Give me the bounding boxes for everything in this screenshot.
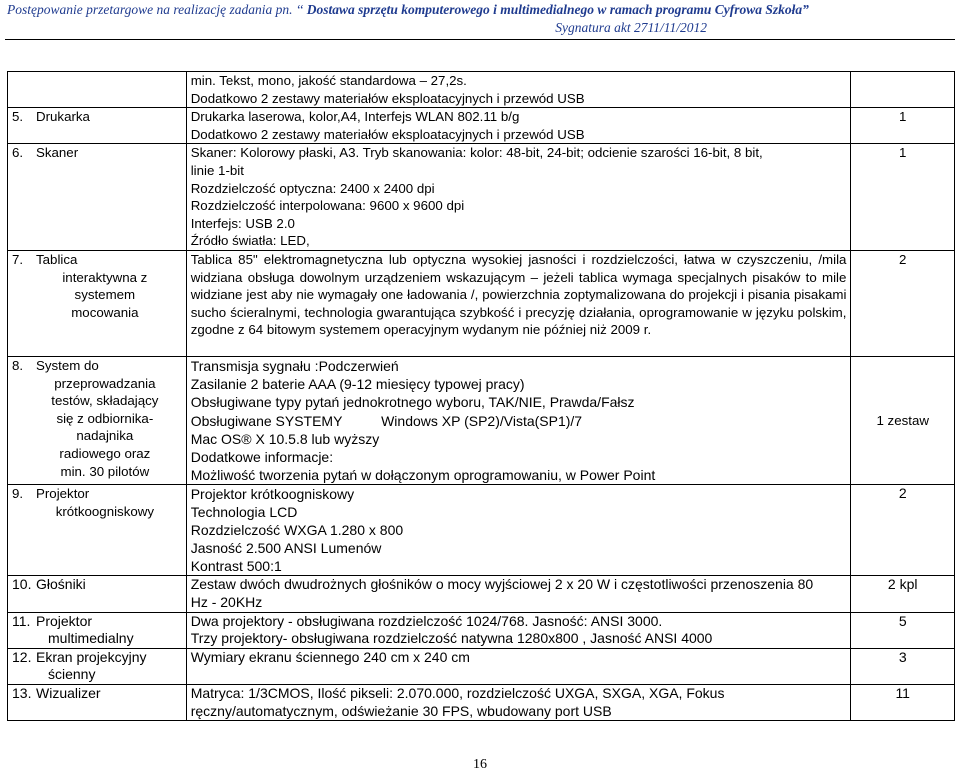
item-quantity: 1: [899, 145, 907, 161]
specification-table: [7, 71, 955, 721]
item-name-line: ścienny: [48, 666, 96, 683]
item-quantity: 5: [898, 612, 907, 629]
table-row: [8, 576, 955, 612]
item-qty-cell: [851, 612, 955, 648]
item-name: Skaner: [36, 145, 79, 161]
desc-line: Źródło światła: LED,: [190, 233, 310, 249]
item-name-line: przeprowadzania: [54, 375, 156, 391]
item-description-cell: [186, 356, 851, 484]
table-row: [8, 612, 955, 648]
table-row: [8, 108, 955, 144]
desc-line: Dodatkowe informacje:: [190, 448, 334, 465]
desc-line: Obsługiwane typy pytań jednokrotnego wyboru, TAK/NIE, Prawda/Fałsz: [190, 394, 635, 411]
desc-line: Dwa projektory - obsługiwana rozdzielczość 1024/768. Jasność: ANSI 3000.: [190, 612, 663, 629]
item-name-cell: [8, 612, 187, 648]
desc-line: Projektor krótkoogniskowy: [190, 486, 355, 503]
header-case-number: Sygnatura akt 2711/11/2012: [555, 20, 707, 35]
item-number: 7.: [12, 251, 24, 267]
desc-line: Interfejs: USB 2.0: [190, 215, 295, 231]
item-name: Drukarka: [36, 109, 90, 125]
item-description-cell: [186, 648, 851, 684]
desc-line: Zestaw dwóch dwudrożnych głośników o mocy wyjściowej 2 x 20 W i częstotliwości przenoszenia 80: [190, 576, 814, 593]
item-quantity: 2 kpl: [887, 576, 918, 593]
item-name-cell: [8, 250, 187, 356]
item-qty-cell: [851, 144, 955, 251]
item-description-cell: [186, 108, 851, 144]
item-qty-cell: [851, 356, 955, 484]
item-name-cell: [8, 648, 187, 684]
item-name-cell: [8, 144, 187, 251]
desc-line: Drukarka laserowa, kolor,A4, Interfejs WLAN 802.11 b/g: [190, 109, 520, 125]
table-row: [8, 356, 955, 484]
item-name-cell: [8, 356, 187, 484]
desc-line: Wymiary ekranu ściennego 240 cm x 240 cm: [190, 648, 470, 665]
item-quantity: 1 zestaw: [876, 412, 929, 428]
item-qty-cell: [851, 485, 955, 576]
desc-line: Mac OS® X 10.5.8 lub wyższy: [190, 430, 380, 447]
item-number: 9.: [12, 486, 24, 502]
item-name-cell: [8, 684, 187, 720]
table-row: [8, 144, 955, 251]
item-name-line: się z odbiornika-: [56, 410, 154, 426]
header-title: [7, 2, 809, 18]
item-name-line: mocowania: [71, 304, 139, 320]
desc-line: Możliwość tworzenia pytań w dołączonym oprogramowaniu, w Power Point: [190, 467, 656, 484]
item-number: 12.: [12, 648, 32, 665]
item-description-cell: [186, 485, 851, 576]
table-row: [8, 485, 955, 576]
desc-line: min. Tekst, mono, jakość standardowa – 27,2s.: [190, 73, 467, 88]
item-name-line: Tablica: [36, 251, 78, 267]
item-name-line: testów, składający: [51, 393, 159, 409]
item-name-line: Projektor: [36, 486, 90, 502]
item-qty-cell: [851, 250, 955, 356]
desc-line: linie 1-bit: [190, 162, 244, 178]
item-description-cell: [186, 684, 851, 720]
item-qty-cell: [851, 72, 955, 108]
item-name-line: nadajnika: [76, 428, 134, 444]
item-name-line: krótkoogniskowy: [55, 503, 154, 519]
item-name-line: radiowego oraz: [59, 445, 151, 461]
item-qty-cell: [851, 108, 955, 144]
item-description-cell: [186, 72, 851, 108]
desc-line: Hz - 20KHz: [190, 593, 263, 610]
item-name-line: multimedialny: [48, 630, 134, 647]
desc-line: ręczny/automatycznym, odświeżanie 30 FPS, wbudowany port USB: [190, 702, 612, 719]
desc-line: Skaner: Kolorowy płaski, A3. Tryb skanowania: kolor: 48-bit, 24-bit; odcienie szarości 16-bit, 8 bit,: [190, 145, 763, 161]
table-row: [8, 648, 955, 684]
item-name-cell: [8, 72, 187, 108]
item-name: Głośniki: [36, 576, 86, 593]
item-quantity: 3: [898, 648, 907, 665]
item-quantity: 2: [898, 485, 907, 502]
desc-line: Rozdzielczość optyczna: 2400 x 2400 dpi: [190, 180, 435, 196]
item-description-cell: Tablica 85" elektromagnetyczna lub optyczna wysokiej jasności i rozdzielczości, łatwa w czyszczeniu, /mila widziana obsługa dowolnym urządzeniem wskazującym – jeżeli tablica wymaga specjalnych pisaków to mile widziane jest aby nie wymagały one ładowania /, powierzchnia zoptymalizowana do projekcji i pisania pisakami sucho ścieralnymi, technologia gwarantująca szybkość i precyzję działania, oprogramowanie w języku polskim, zgodne z 64 bitowym systemem operacyjnym wydanym nie później niż 2009 r.: [186, 250, 851, 356]
desc-line: Trzy projektory- obsługiwana rozdzielczość natywna 1280x800 , Jasność ANSI 4000: [190, 630, 713, 647]
desc-line: Dodatkowo 2 zestawy materiałów eksploatacyjnych i przewód USB: [190, 126, 585, 142]
header-prefix: Postępowanie przetargowe na realizację zadania pn. ‘‘: [7, 2, 304, 17]
item-quantity: 2: [899, 251, 907, 267]
item-name: Wizualizer: [36, 684, 101, 701]
desc-line: Zasilanie 2 baterie AAA (9-12 miesięcy typowej pracy): [190, 376, 525, 393]
item-name-line: min. 30 pilotów: [60, 463, 150, 479]
item-name-cell: [8, 485, 187, 576]
desc-line: Matryca: 1/3CMOS, Ilość pikseli: 2.070.000, rozdzielczość UXGA, SXGA, XGA, Fokus: [190, 684, 725, 701]
item-number: 11.: [12, 612, 31, 629]
document-header: [0, 0, 960, 40]
item-quantity: 11: [895, 684, 910, 701]
desc-line: Technologia LCD: [190, 504, 298, 521]
item-name-line: Ekran projekcyjny: [36, 648, 147, 665]
page-number: 16: [473, 757, 487, 772]
item-number: 6.: [12, 145, 24, 161]
item-number: 5.: [12, 109, 24, 125]
item-qty-cell: [851, 684, 955, 720]
item-quantity: 1: [899, 109, 907, 125]
table-row: [8, 250, 955, 356]
desc-line: Jasność 2.500 ANSI Lumenów: [190, 540, 382, 557]
item-description-cell: [186, 612, 851, 648]
item-name-line: Projektor: [36, 612, 93, 629]
item-description-cell: [186, 144, 851, 251]
desc-line: Rozdzielczość WXGA 1.280 x 800: [190, 522, 404, 539]
desc-line: Transmisja sygnału :Podczerwień: [190, 357, 399, 374]
item-name-cell: [8, 576, 187, 612]
item-description-cell: [186, 576, 851, 612]
item-qty-cell: [851, 576, 955, 612]
item-number: 13.: [12, 684, 32, 701]
header-rule: [5, 39, 955, 40]
item-number: 10.: [12, 576, 32, 593]
table-row: [8, 684, 955, 720]
desc-line: Rozdzielczość interpolowana: 9600 x 9600 dpi: [190, 198, 465, 214]
desc-line: Kontrast 500:1: [190, 558, 282, 575]
item-name-line: interaktywna z: [62, 269, 148, 285]
item-qty-cell: [851, 648, 955, 684]
item-name-cell: [8, 108, 187, 144]
header-project-name: Dostawa sprzętu komputerowego i multimedialnego w ramach programu Cyfrowa Szkoła”: [306, 2, 809, 17]
desc-line: Dodatkowo 2 zestawy materiałów eksploatacyjnych i przewód USB: [190, 90, 585, 106]
table-row: [8, 72, 955, 108]
desc-line: Obsługiwane SYSTEMY Windows XP (SP2)/Vista(SP1)/7: [190, 412, 583, 429]
item-name-line: System do: [36, 357, 99, 373]
item-number: 8.: [12, 357, 24, 373]
item-name-line: systemem: [74, 287, 136, 303]
